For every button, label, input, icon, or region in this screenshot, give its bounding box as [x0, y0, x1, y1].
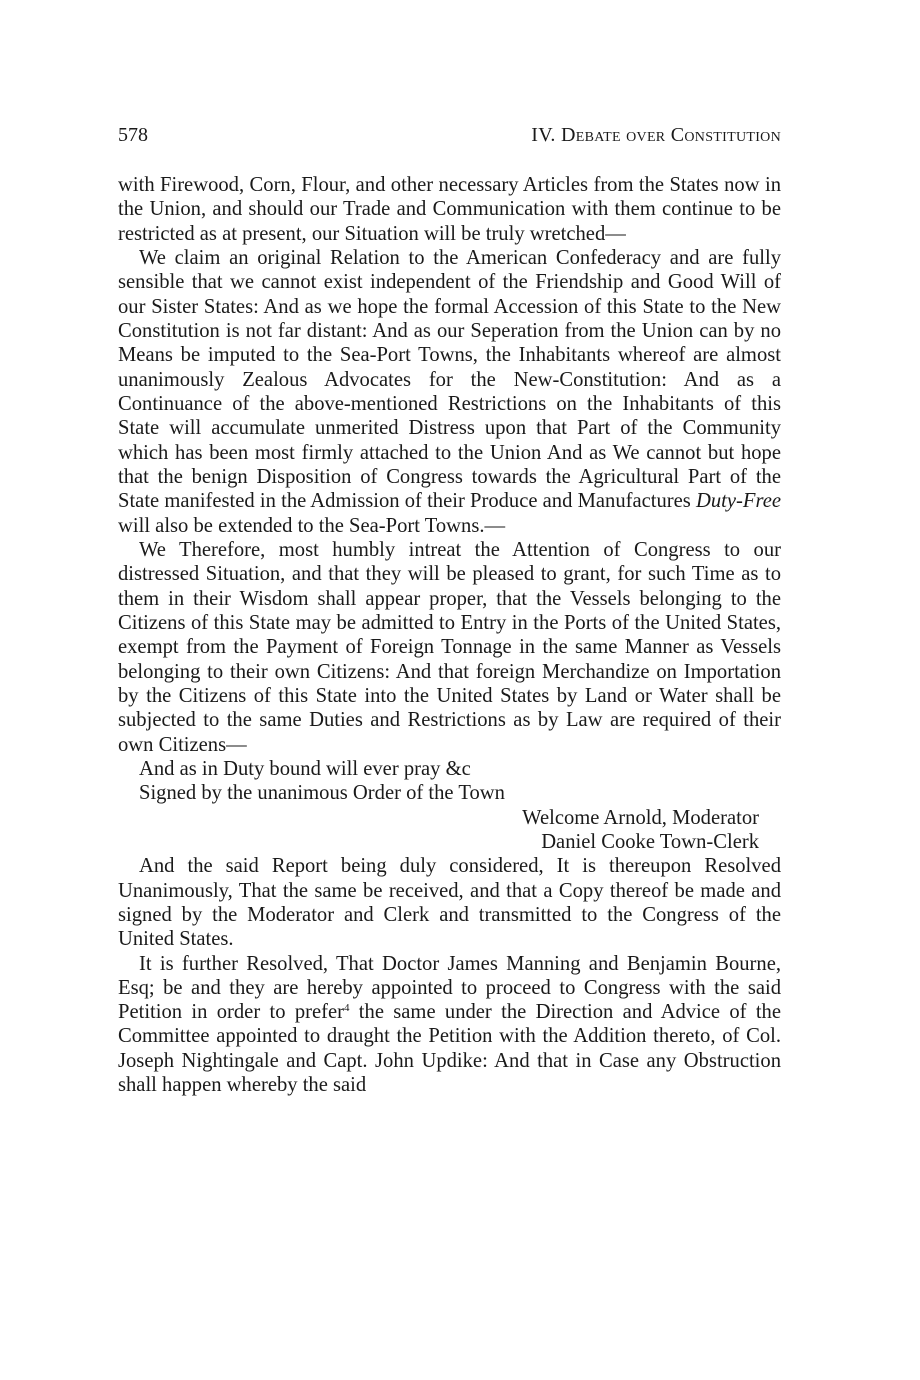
- footnote-marker: 4: [343, 1002, 350, 1015]
- paragraph-text: It is further Resolved, That Doctor James Manning and Benjamin Bourne, Esq; be and they are hereby appointed to proceed to Congress with the said Petition in order to prefer: [118, 952, 781, 1024]
- page-number: 578: [118, 124, 148, 146]
- paragraph-prayer: And as in Duty bound will ever pray &c: [139, 757, 471, 780]
- paragraph-text: will also be extended to the Sea-Port Towns.—: [118, 514, 506, 537]
- paragraph-confederacy: [118, 246, 781, 538]
- italic-term: Duty-Free: [696, 490, 781, 513]
- paragraph-text: We claim an original Relation to the American Confederacy and are fully sensible that we cannot exist independent of the Friendship and Good Will of our Sister States: And as we hope the formal Accession of this State to the New Constitution is not far distant: And as our Seperation from the Union can by no Means be imputed to the Sea-Port Towns, the Inhabitants whereof are almost unanimously Zealous Advocates for the New-Constitution: And as a Continuance of the above-mentioned Restrictions on the Inhabitants of this State will accumulate unmerited Distress upon that Part of the Community which has been most firmly attached to the Union And as We cannot but hope that the benign Disposition of Congress towards the Agricultural Part of the State manifested in the Admission of their Produce and Manufactures: [118, 246, 781, 513]
- signature-moderator: Welcome Arnold, Moderator: [522, 806, 759, 829]
- body-text: [118, 173, 781, 1097]
- paragraph-signed: Signed by the unanimous Order of the Town: [139, 782, 505, 805]
- page-header: [118, 122, 781, 148]
- paragraph-petition: We Therefore, most humbly intreat the Attention of Congress to our distressed Situation, and that they will be pleased to grant, for such Time as to them in their Wisdom shall appear proper, that the Vessels belonging to the Citizens of this State may be admitted to Entry in the Ports of the United States, exempt from the Payment of Foreign Tonnage in the same Manner as Vessels belonging to their own Citizens: And that foreign Merchandize on Importation by the Citizens of this State into the United States by Land or Water shall be subjected to the same Duties and Restrictions as by Law are required of their own Citizens—: [118, 538, 781, 756]
- running-head: IV. Debate over Constitution: [531, 124, 781, 146]
- paragraph-text: the same under the Direction and Advice of the Committee appointed to draught the Petition with the Addition thereto, of Col. Joseph Nightingale and Capt. John Updike: And that in Case any Obstruction shall happen whereby the said: [118, 1001, 781, 1097]
- paragraph-continuation: with Firewood, Corn, Flour, and other necessary Articles from the States now in the Union, and should our Trade and Communication with them continue to be restricted as at present, our Situation will be truly wretched—: [118, 174, 781, 245]
- paragraph-resolution: And the said Report being duly considered, It is thereupon Resolved Unanimously, That the same be received, and that a Copy thereof be made and signed by the Moderator and Clerk and transmitted to the Congress of the United States.: [118, 855, 781, 951]
- signature-clerk: Daniel Cooke Town-Clerk: [541, 830, 759, 853]
- paragraph-appointment: [118, 952, 781, 1098]
